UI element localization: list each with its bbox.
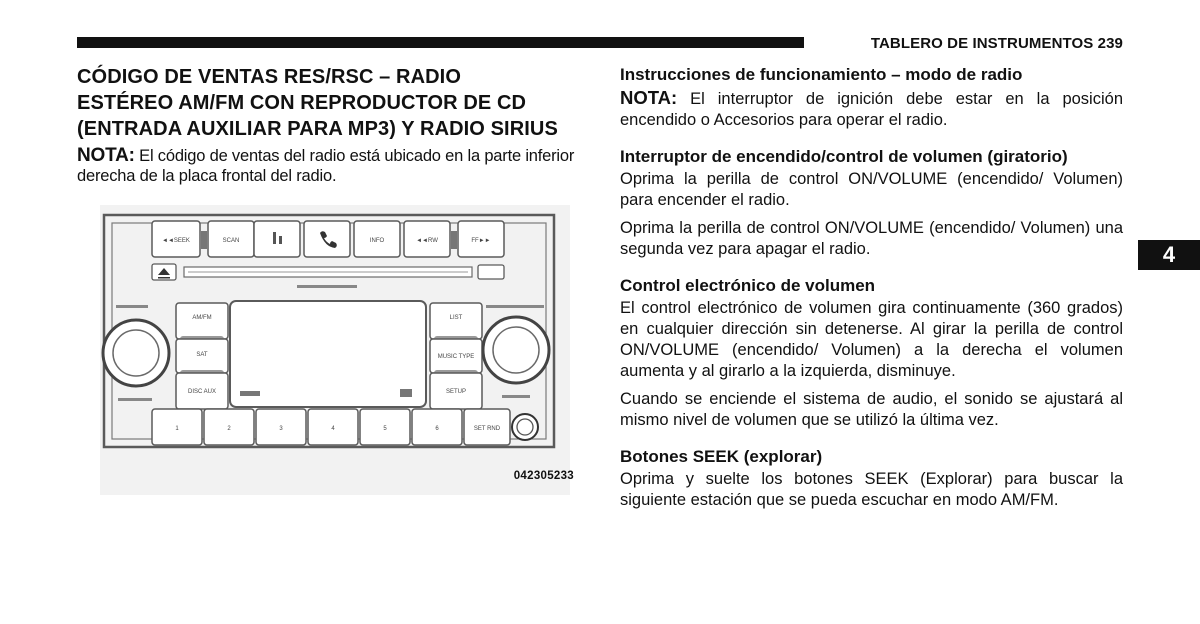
chapter-tab: 4 <box>1138 240 1200 270</box>
rewind-label: ◄◄RW <box>416 238 438 244</box>
right-column <box>620 64 1123 511</box>
section-heading: Botones SEEK (explorar) <box>620 447 823 466</box>
figure-code: 042305233 <box>513 470 574 482</box>
sirius-logo <box>240 391 260 396</box>
faceplate-caption <box>297 285 357 288</box>
title-line: CÓDIGO DE VENTAS RES/RSC – RADIO <box>77 66 461 88</box>
header-rule <box>77 37 804 48</box>
title-line: ESTÉREO AM/FM CON REPRODUCTOR DE CD <box>77 92 527 114</box>
list-label: LIST <box>449 315 463 321</box>
preset-6-label: 6 <box>435 426 439 432</box>
knob-caption-bottom <box>502 395 530 398</box>
tune-knob-inner <box>493 327 539 373</box>
sat-label: SAT <box>196 352 208 358</box>
paragraph: Cuando se enciende el sistema de audio, el sonido se ajustará al mismo nivel de volumen que se utilizó la última vez. <box>620 390 1123 429</box>
phone-button[interactable] <box>304 221 350 257</box>
section-heading: Control electrónico de volumen <box>620 276 876 295</box>
aux-jack-inner <box>517 419 533 435</box>
section-title <box>77 64 583 142</box>
voice-button[interactable] <box>254 221 300 257</box>
right-mode-buttons <box>430 303 482 409</box>
scan-label: SCAN <box>222 238 240 244</box>
preset-3-label: 3 <box>279 426 283 432</box>
running-head: TABLERO DE INSTRUMENTOS 239 <box>870 35 1123 52</box>
load-button[interactable] <box>478 265 504 279</box>
am-fm-button[interactable] <box>176 303 228 339</box>
info-label: INFO <box>369 238 385 244</box>
button-divider <box>201 231 207 249</box>
preset-button-row <box>152 409 510 445</box>
am-fm-label: AM/FM <box>192 315 212 321</box>
preset-5-label: 5 <box>383 426 387 432</box>
note-label: NOTA: <box>77 145 135 166</box>
volume-knob-inner <box>113 330 159 376</box>
note-label: NOTA: <box>620 87 678 108</box>
preset-2-label: 2 <box>227 426 231 432</box>
note-text: El interruptor de ignición debe estar en la posición encendido o Accesorios para operar el radio. <box>620 90 1123 129</box>
seek-down-label: ◄◄SEEK <box>162 238 190 244</box>
knob-caption-bottom <box>118 398 152 401</box>
set-rnd-label: SET RND <box>473 426 501 432</box>
knob-caption-top <box>486 305 544 308</box>
button-divider <box>451 231 457 249</box>
paragraph: El control electrónico de volumen gira continuamente (360 grados) en cualquier dirección sin detenerse. Al girar la perilla de control ON/VOLUME (encendido/ Volumen) a la derecha el volumen aumenta y al girarlo a la izquierda, disminuye. <box>620 299 1123 380</box>
left-mode-buttons <box>176 303 228 409</box>
list-button[interactable] <box>430 303 482 339</box>
setup-label: SETUP <box>445 389 467 395</box>
knob-caption-top <box>116 305 148 308</box>
note-text: El código de ventas del radio está ubicado en la parte inferior derecha de la placa frontal del radio. <box>77 147 575 185</box>
fast-forward-label: FF►► <box>471 238 491 244</box>
disc-aux-label: DISC AUX <box>187 389 217 395</box>
preset-1-label: 1 <box>175 426 179 432</box>
paragraph: Oprima y suelte los botones SEEK (Explorar) para buscar la siguiente estación que se pueda escuchar en modo AM/FM. <box>620 470 1123 509</box>
section-heading: Interruptor de encendido/control de volumen (giratorio) <box>620 147 1068 166</box>
radio-faceplate-figure <box>100 205 570 495</box>
paragraph: Oprima la perilla de control ON/VOLUME (encendido/ Volumen) una segunda vez para apagar el radio. <box>620 219 1123 258</box>
preset-4-label: 4 <box>331 426 335 432</box>
cd-logo <box>400 389 412 397</box>
ignition-note <box>620 87 1123 131</box>
title-line: (ENTRADA AUXILIAR PARA MP3) Y RADIO SIRIUS <box>77 118 558 140</box>
music-type-label: MUSIC TYPE <box>437 354 475 360</box>
sales-code-note <box>77 146 583 186</box>
section-heading: Instrucciones de funcionamiento – modo de radio <box>620 65 1023 84</box>
paragraph: Oprima la perilla de control ON/VOLUME (encendido/ Volumen) para encender el radio. <box>620 170 1123 209</box>
left-column <box>77 64 583 186</box>
